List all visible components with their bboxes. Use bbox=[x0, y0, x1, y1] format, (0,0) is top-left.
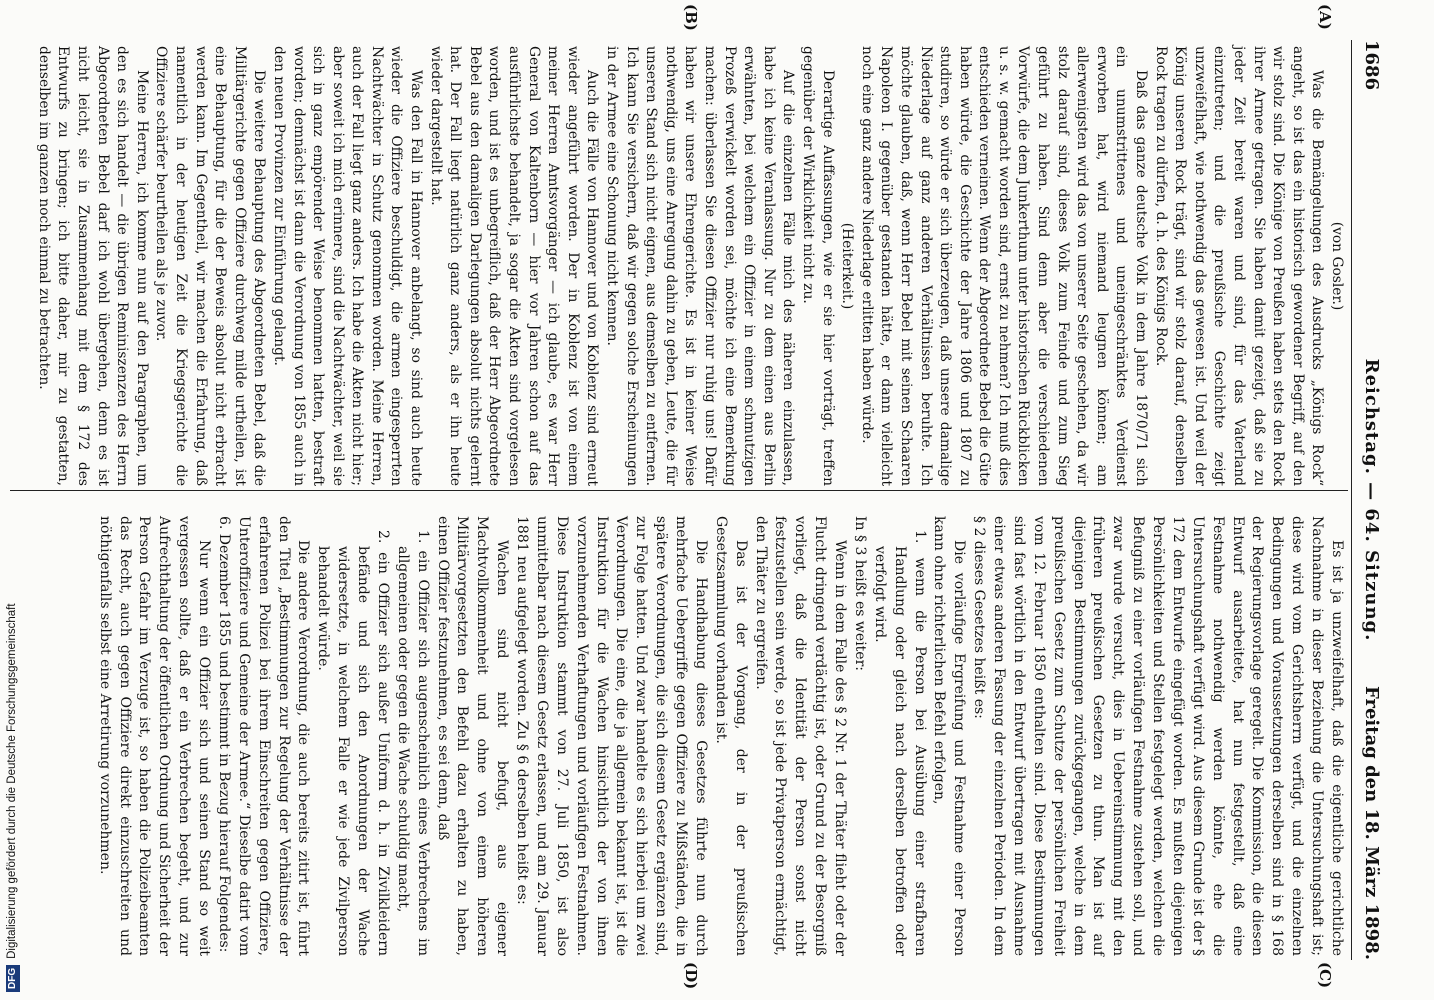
page-date: Freitag den 18. März 1898. bbox=[1361, 686, 1382, 960]
quoted-law-item: 1. wenn die Person bei Ausübung einer strafbaren Handlung oder gleich nach derselben betroffen oder verfolgt wird. bbox=[871, 530, 928, 956]
left-column bbox=[33, 46, 1346, 486]
quoted-law: Die vorläufige Ergreifung und Festnahme einer Person kann ohne richterlichen Befehl erfolgen, bbox=[931, 516, 968, 956]
quoted-law: Wachen sind nicht befugt, aus eigener Machtvollkommenheit und ohne von einem höheren Militärvorgesetzten den Befehl dazu erhalten zu haben, einen Offizier festzunehmen, es sei denn, daß bbox=[434, 516, 511, 956]
interjection: (Heiterkeit.) bbox=[839, 222, 856, 310]
paragraph: Daß das ganze deutsche Volk in dem Jahre 1870/71 sich ein unumstrittenes und uneingeschränktes Verdienst erworben hat, wird niemand leugnen können; am allerwenigsten wird das von unserer Seite geschehen, da wir stolz darauf sind, dieses Volk zum Feinde und zum Sieg geführt zu haben. Sind denn aber die verschiedenen Vorwürfe, die dem Junkerthum unter historischen Rückblicken u. s. w. gemacht worden sind, ernst zu nehmen? Ich muß dies entschieden verneinen. Wenn der Abgeordnete Bebel die Güte haben würde, die Geschichte der Jahre 1806 und 1807 zu studiren, so würde er sich überzeugen, daß unsere damalige Niederlage auf ganz anderen Verhältnissen beruhte. Ich möchte glauben, daß, wenn Herr Bebel mit seinen Schaaren Napoleon I. gegenüber gestanden hätte, er dann vielleicht noch eine ganz andere Niederlage erlitten haben würde. bbox=[858, 46, 1150, 486]
paragraph: Was die Bemängelungen des Ausdrucks „Königs Rock“ angeht, so ist das ein historisch gewordener Begriff, auf den wir stolz sind. Die Könige von Preußen haben stets den Rock ihrer Armee getragen. Sie haben damit gezeigt, daß sie zu jeder Zeit bereit waren und sind, für das Vaterland einzutreten; und die preußische Geschichte zeigt unzweifelhaft, wie nothwendig das gewesen ist. Und weil der König unseren Rock trägt, sind wir stolz darauf, denselben Rock tragen zu dürfen, d. h. des Königs Rock. bbox=[1152, 46, 1326, 486]
dfg-logo: DFG bbox=[6, 965, 20, 992]
paragraph: Derartige Auffassungen, wie er sie hier vorträgt, treffen gegenüber der Wirklichkeit nicht zu. bbox=[799, 46, 836, 486]
paragraph: Auf die einzelnen Fälle mich des näheren einzulassen, habe ich keine Veranlassung. Nur zu dem einen aus Berlin erwähnten, bei welchem ein Offizier in einem schmutzigen Prozeß verwickelt worden sei, möchte ich eine Bemerkung machen: überlassen Sie diesen Offizier nur ruhig uns! Dafür haben wir unsere Ehrengerichte. Es ist in keiner Weise nothwendig, uns eine Anregung dahin zu geben, Leute, die für unseren Stand sich nicht eignen, aus demselben zu entfernen. Ich kann Sie versichern, daß wir gegen solche Erscheinungen in der Armee eine Schonung nicht kennen. bbox=[604, 46, 797, 486]
digitization-footer bbox=[2, 2, 22, 992]
paragraph: Die andere Verordnung, die auch bereits zitirt ist, führt den Titel „Bestimmungen zur Regelung der Verhältnisse der erfahrenen Polizei bei ihrem Einschreiten gegen Offiziere, Unteroffiziere und Gemeine der Armee.“ Dieselbe datirt vom 6. Dezember 1855 und bestimmt in Bezug hierauf Folgendes: bbox=[216, 516, 312, 956]
header-rule bbox=[1351, 40, 1352, 960]
paragraph: Das ist der Vorgang, der in der preußischen Gesetzsammlung vorhanden ist. bbox=[712, 516, 749, 956]
column-divider bbox=[10, 490, 1348, 491]
paragraph: Meine Herren, ich komme nun auf den Paragraphen, um den es sich handelt — die übrigen Reminiszenzen des Herrn Abgeordneten Bebel darf ich wohl übergehen, denn es ist nicht leicht, sie in Zusammenhang mit dem § 172 des Entwurfs zu bringen; ich bitte daher, mir zu gestatten, denselben im ganzen noch einmal zu betrachten. bbox=[35, 46, 150, 486]
margin-marker-d: (D) bbox=[682, 962, 700, 990]
footer-line bbox=[2, 2, 22, 992]
right-column bbox=[94, 516, 1346, 956]
page-header bbox=[1352, 40, 1382, 960]
page-number: 1686 bbox=[1361, 40, 1382, 91]
paragraph: Was den Fall in Hannover anbelangt, so sind auch heute wieder die Offiziere beschuldigt, die armen eingesperrten Nachtwächter in Schutz genommen worden. Meine Herren, auch der Fall liegt ganz anders. Ich habe die Akten nicht hier; aber soweit ich mich erinnere, sind die Nachtwächter, weil sie sich in ganz empörender Weise benommen hatten, bestraft worden; demnächst ist dann die Verordnung von 1855 auch in den neuen Provinzen zur Einführung gelangt. bbox=[270, 46, 425, 486]
paragraph: Auch die Fälle von Hannover und von Koblenz sind erneut wieder angeführt worden. Der in Koblenz ist von einem meiner Herren Amtsvorgänger — ich glaube, es war Herr General von Kaltenborn — hier vor Jahren schon auf das ausführlichste behandelt, ja sogar die Akten sind vorgelesen worden, und ist es unbegreiflich, daß der Herr Abgeordnete Bebel aus den damaligen Darlegungen absolut nichts gelernt hat. Der Fall liegt natürlich ganz anders, als er ihn heute wieder dargestellt hat. bbox=[427, 46, 601, 486]
speaker-label: (von Gosler.) bbox=[1329, 221, 1345, 311]
paragraph: Es ist ja unzweifelhaft, daß die eigentliche gerichtliche Nachnahme in dieser Beziehung die Untersuchungshaft ist; diese wird vom Gerichtsherrn verfügt, und die einzelnen Bedingungen und Voraussetzungen derselben sind in § 168 der Regierungsvorlage geregelt. Die Kommission, die diesen Entwurf ausarbeitete, hat nun festgestellt, daß eine Festnahme nothwendig werden könnte, ehe die Untersuchungshaft verfügt wird. Aus diesem Grunde ist der § 172 dem Entwurfe eingefügt worden. Es mußten diejenigen Persönlichkeiten und Stellen festgelegt werden, welchen die Befugniß zu einer vorläufigen Festnahme zustehen soll, und zwar wurde versucht, dies in Uebereinstimmung mit den früheren preußischen Gesetzen zu thun. Man ist auf diejenigen Bestimmungen zurückgegangen, welche in dem preußischen Gesetz zum Schutze der persönlichen Freiheit vom 12. Februar 1850 enthalten sind. Diese Bestimmungen sind fast wörtlich in den Entwurf übertragen mit Ausnahme einer etwas anderen Fassung der einzelnen Perioden. In dem § 2 dieses Gesetzes heißt es: bbox=[971, 516, 1345, 956]
quoted-law-item: 1. ein Offizier sich augenscheinlich eines Verbrechens im allgemeinen oder gegen die Wache schuldig macht, bbox=[394, 530, 431, 956]
page-title: Reichstag. — 64. Sitzung. bbox=[1361, 358, 1382, 642]
margin-marker-b: (B) bbox=[682, 4, 700, 31]
margin-marker-c: (C) bbox=[1316, 962, 1334, 989]
paragraph: In § 3 heißt es weiter: bbox=[852, 516, 868, 671]
quoted-law: Wenn in dem Falle des § 2 Nr. 1 der Thäter flieht oder der Flucht dringend verdächtig ist, oder Grund zu der Besorgniß vorliegt, daß die Identität der Person sonst nicht festzustellen sein werde, so ist jede Privatperson ermächtigt, den Thäter zu ergreifen. bbox=[752, 516, 849, 956]
footer-text: Digitalisierung gefördert durch die Deutsche Forschungsgemeinschaft bbox=[6, 603, 18, 959]
paragraph: Die Handhabung dieses Gesetzes führte nun durch mehrfache Uebergriffe gegen Offiziere zu Mißständen, die in spätere Verordnungen, die sich diesem Gesetz ergänzen sind, zur Folge hatten. Und zwar handelte es sich hierbei um zwei Verordnungen. Die eine, die ja allgemein bekannt ist, ist die Instruktion für die Wachen hinsichtlich der von ihnen vorzunehmenden Verhaftungen und vorläufigen Festnahmen. Diese Instruktion stammt von 27. Juli 1850, ist also unmittelbar nach diesem Gesetz erlassen, und am 29. Januar 1881 neu aufgelegt worden. Zu § 6 derselben heißt es: bbox=[514, 516, 709, 956]
quoted-law: Nur wenn ein Offizier sich und seinen Stand so weit vergessen sollte, daß er ein Verbrechen begeht, und zur Aufrechthaltung der öffentlichen Ordnung und Sicherheit der Person Gefahr im Verzuge ist, so haben die Polizeibeamten das Recht, auch gegen Offiziere direkt einzuschreiten und nöthigenfalls selbst eine Arretirung vorzunehmen. bbox=[96, 516, 213, 956]
quoted-law-item: 2. ein Offizier sich außer Uniform d. h. in Zivilkleidern befände und sich den Anordnungen der Wache widersetzte, in welchem Falle er wie jede Zivilperson behandelt würde. bbox=[315, 530, 391, 956]
paragraph: Die weitere Behauptung des Abgeordneten Bebel, daß die Militärgerichte gegen Offiziere durchweg milde urtheilen, ist eine Behauptung, für die der Beweis absolut nicht erbracht werden kann. Im Gegentheil, wir machen die Erfahrung, daß namentlich in der heutigen Zeit die Kriegsgerichte die Offiziere schärfer beurtheilen als je zuvor. bbox=[153, 46, 268, 486]
margin-marker-a: (A) bbox=[1316, 4, 1334, 30]
